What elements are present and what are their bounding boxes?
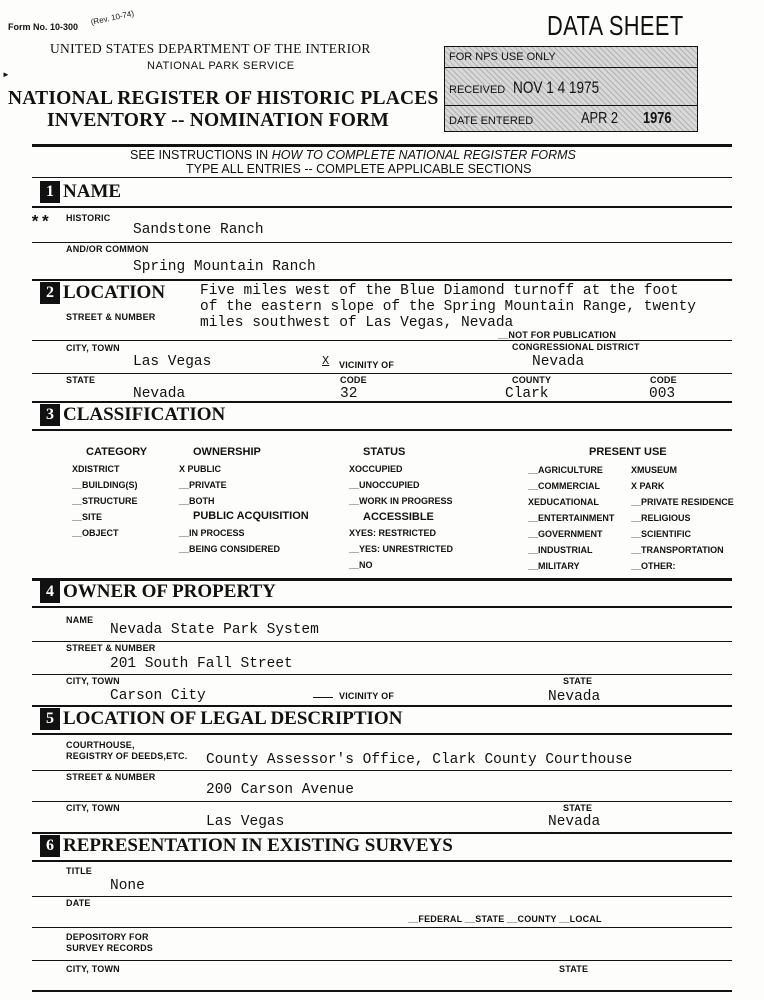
divider [32,177,732,178]
divider [32,429,732,431]
legal-city-value: Las Vegas [206,814,285,830]
owner-name-label: NAME [66,615,94,625]
checkbox-option: __ENTERTAINMENT [528,513,615,523]
checkbox-option: __TRANSPORTATION [631,545,724,555]
county-code-value: 003 [649,386,676,402]
section-6-heading [40,835,453,857]
checkbox-option: __YES: UNRESTRICTED [349,544,454,554]
congressional-district-value: Nevada [532,354,585,370]
courthouse-label: COURTHOUSE, [66,740,135,750]
section-4-heading [40,581,276,603]
accessible-heading: ACCESSIBLE [363,511,434,523]
state-value: Nevada [133,386,186,402]
owner-street-value: 201 South Fall Street [110,656,293,672]
county-code-label: CODE [650,375,677,385]
legal-city-label: CITY, TOWN [66,803,120,813]
checkbox-option: __COMMERCIAL [528,481,601,491]
survey-state-label: STATE [559,964,589,974]
legal-state-label: STATE [563,803,593,813]
checkbox-option: __INDUSTRIAL [528,545,593,555]
nps-box-divider [445,105,697,106]
section-title: REPRESENTATION IN EXISTING SURVEYS [63,835,453,856]
checkbox-option: __AGRICULTURE [528,465,603,475]
handwritten-asterisks: ** [30,214,51,233]
owner-vicinity-label: VICINITY OF [339,691,395,701]
courthouse-value: County Assessor's Office, Clark County Courthouse [206,752,633,768]
form-revision: (Rev. 10-74) [90,8,135,27]
divider [32,206,732,208]
owner-state-label: STATE [563,676,593,686]
street-line-1: Five miles west of the Blue Diamond turnoff at the foot [200,283,679,299]
divider [32,990,732,992]
section-number: 1 [40,181,60,203]
form-number: Form No. 10-300 [8,22,79,32]
divider [32,801,732,802]
form-title-line1: NATIONAL REGISTER OF HISTORIC PLACES [8,88,439,109]
checkbox-option: XOCCUPIED [349,464,403,474]
instructions-book-title: HOW TO COMPLETE NATIONAL REGISTER FORMS [271,148,576,162]
checkbox-option: __OTHER: [631,561,676,571]
divider [32,927,732,928]
section-number: 3 [40,404,60,426]
vicinity-blank [313,697,333,698]
code-label: CODE [340,375,367,385]
depository-label-2: SURVEY RECORDS [66,943,153,953]
received-label: RECEIVED [449,84,506,96]
state-code-value: 32 [340,386,358,402]
street-number-label: STREET & NUMBER [66,312,156,322]
nps-use-box [444,46,698,132]
owner-name-value: Nevada State Park System [110,622,319,638]
nps-box-divider [445,67,697,68]
survey-levels: __FEDERAL __STATE __COUNTY __LOCAL [408,914,602,924]
divider [32,340,732,341]
checkbox-option: XYES: RESTRICTED [349,528,437,538]
survey-date-label: DATE [66,898,91,908]
divider [32,242,732,243]
legal-state-value: Nevada [548,814,601,830]
owner-city-label: CITY, TOWN [66,676,120,686]
checkbox-option: __STRUCTURE [72,496,138,506]
divider [32,674,732,675]
checkbox-option: __UNOCCUPIED [349,480,420,490]
survey-city-label: CITY, TOWN [66,964,120,974]
survey-title-label: TITLE [66,866,92,876]
status-heading: STATUS [363,446,406,458]
common-name-value: Spring Mountain Ranch [133,259,316,275]
vicinity-mark: X [322,354,330,368]
not-for-publication-label: __NOT FOR PUBLICATION [498,330,617,340]
checkbox-option: __OBJECT [72,528,119,538]
section-3-heading [40,404,225,426]
divider [32,279,732,281]
section-number: 6 [40,835,60,857]
street-line-3: miles southwest of Las Vegas, Nevada [200,315,514,331]
checkbox-option: __PRIVATE RESIDENCE [631,497,734,507]
legal-street-label: STREET & NUMBER [66,772,156,782]
city-town-label: CITY, TOWN [66,343,120,353]
instructions-prefix: SEE INSTRUCTIONS IN [130,148,272,162]
section-number: 2 [40,282,60,304]
owner-street-label: STREET & NUMBER [66,643,156,653]
service-name: NATIONAL PARK SERVICE [147,60,295,72]
section-title: LOCATION OF LEGAL DESCRIPTION [63,708,403,729]
section-number: 5 [40,708,60,730]
instructions-line1 [130,148,576,162]
divider [32,770,732,771]
divider [32,606,732,608]
registry-label: REGISTRY OF DEEDS,ETC. [66,751,188,761]
historic-label: HISTORIC [66,213,111,223]
received-stamp: NOV 1 4 1975 [513,78,600,97]
date-entered-stamp: APR 2 [581,110,618,127]
divider [32,960,732,961]
present-use-heading: PRESENT USE [589,446,667,458]
congressional-district-label: CONGRESSIONAL DISTRICT [512,342,640,352]
divider [32,705,732,707]
category-heading: CATEGORY [86,446,148,458]
checkbox-option: __IN PROCESS [179,528,245,538]
county-value: Clark [505,386,549,402]
checkbox-option: __BOTH [179,496,215,506]
section-title: OWNER OF PROPERTY [63,581,276,602]
divider [32,832,732,834]
nps-box-label: FOR NPS USE ONLY [449,51,556,63]
divider [32,860,732,862]
divider [32,144,732,147]
county-label: COUNTY [512,375,552,385]
section-5-heading [40,708,402,730]
checkbox-option: X PUBLIC [179,464,222,474]
checkbox-option: __BUILDING(S) [72,480,138,490]
checkbox-option: XEDUCATIONAL [528,497,599,507]
section-title: LOCATION [63,282,166,303]
margin-tick: ► [2,70,10,79]
checkbox-option: XDISTRICT [72,464,120,474]
data-sheet-label: DATA SHEET [547,10,684,41]
date-entered-label: DATE ENTERED [449,115,534,127]
section-title: NAME [63,181,122,202]
section-2-heading [40,282,165,304]
checkbox-option: __MILITARY [528,561,580,571]
state-label: STATE [66,375,96,385]
form-title-line2: INVENTORY -- NOMINATION FORM [47,110,390,131]
city-value: Las Vegas [133,354,212,370]
public-acquisition-heading: PUBLIC ACQUISITION [193,510,309,522]
checkbox-option: XMUSEUM [631,465,678,475]
checkbox-option: __NO [349,560,373,570]
instructions-line2: TYPE ALL ENTRIES -- COMPLETE APPLICABLE SECTIONS [186,162,532,176]
checkbox-option: __WORK IN PROGRESS [349,496,453,506]
checkbox-option: __BEING CONSIDERED [179,544,281,554]
divider [32,733,732,735]
divider [32,641,732,642]
checkbox-option: __SCIENTIFIC [631,529,692,539]
divider [32,401,732,403]
section-1-heading [40,181,121,203]
owner-state-value: Nevada [548,689,601,705]
vicinity-label: VICINITY OF [339,360,395,370]
owner-city-value: Carson City [110,688,206,704]
section-title: CLASSIFICATION [63,404,226,425]
ownership-heading: OWNERSHIP [193,446,261,458]
checkbox-option: X PARK [631,481,665,491]
section-number: 4 [40,581,60,603]
depository-label-1: DEPOSITORY FOR [66,932,149,942]
common-name-label: AND/OR COMMON [66,244,149,254]
divider [32,373,732,374]
date-entered-year: 1976 [643,110,672,127]
street-line-2: of the eastern slope of the Spring Mountain Range, twenty [200,299,696,315]
checkbox-option: __GOVERNMENT [528,529,603,539]
checkbox-option: __RELIGIOUS [631,513,691,523]
legal-street-value: 200 Carson Avenue [206,782,354,798]
divider [32,896,732,897]
checkbox-option: __PRIVATE [179,480,227,490]
historic-value: Sandstone Ranch [133,222,264,238]
department-name: UNITED STATES DEPARTMENT OF THE INTERIOR [50,41,371,56]
survey-title-value: None [110,878,145,894]
checkbox-option: __SITE [72,512,103,522]
